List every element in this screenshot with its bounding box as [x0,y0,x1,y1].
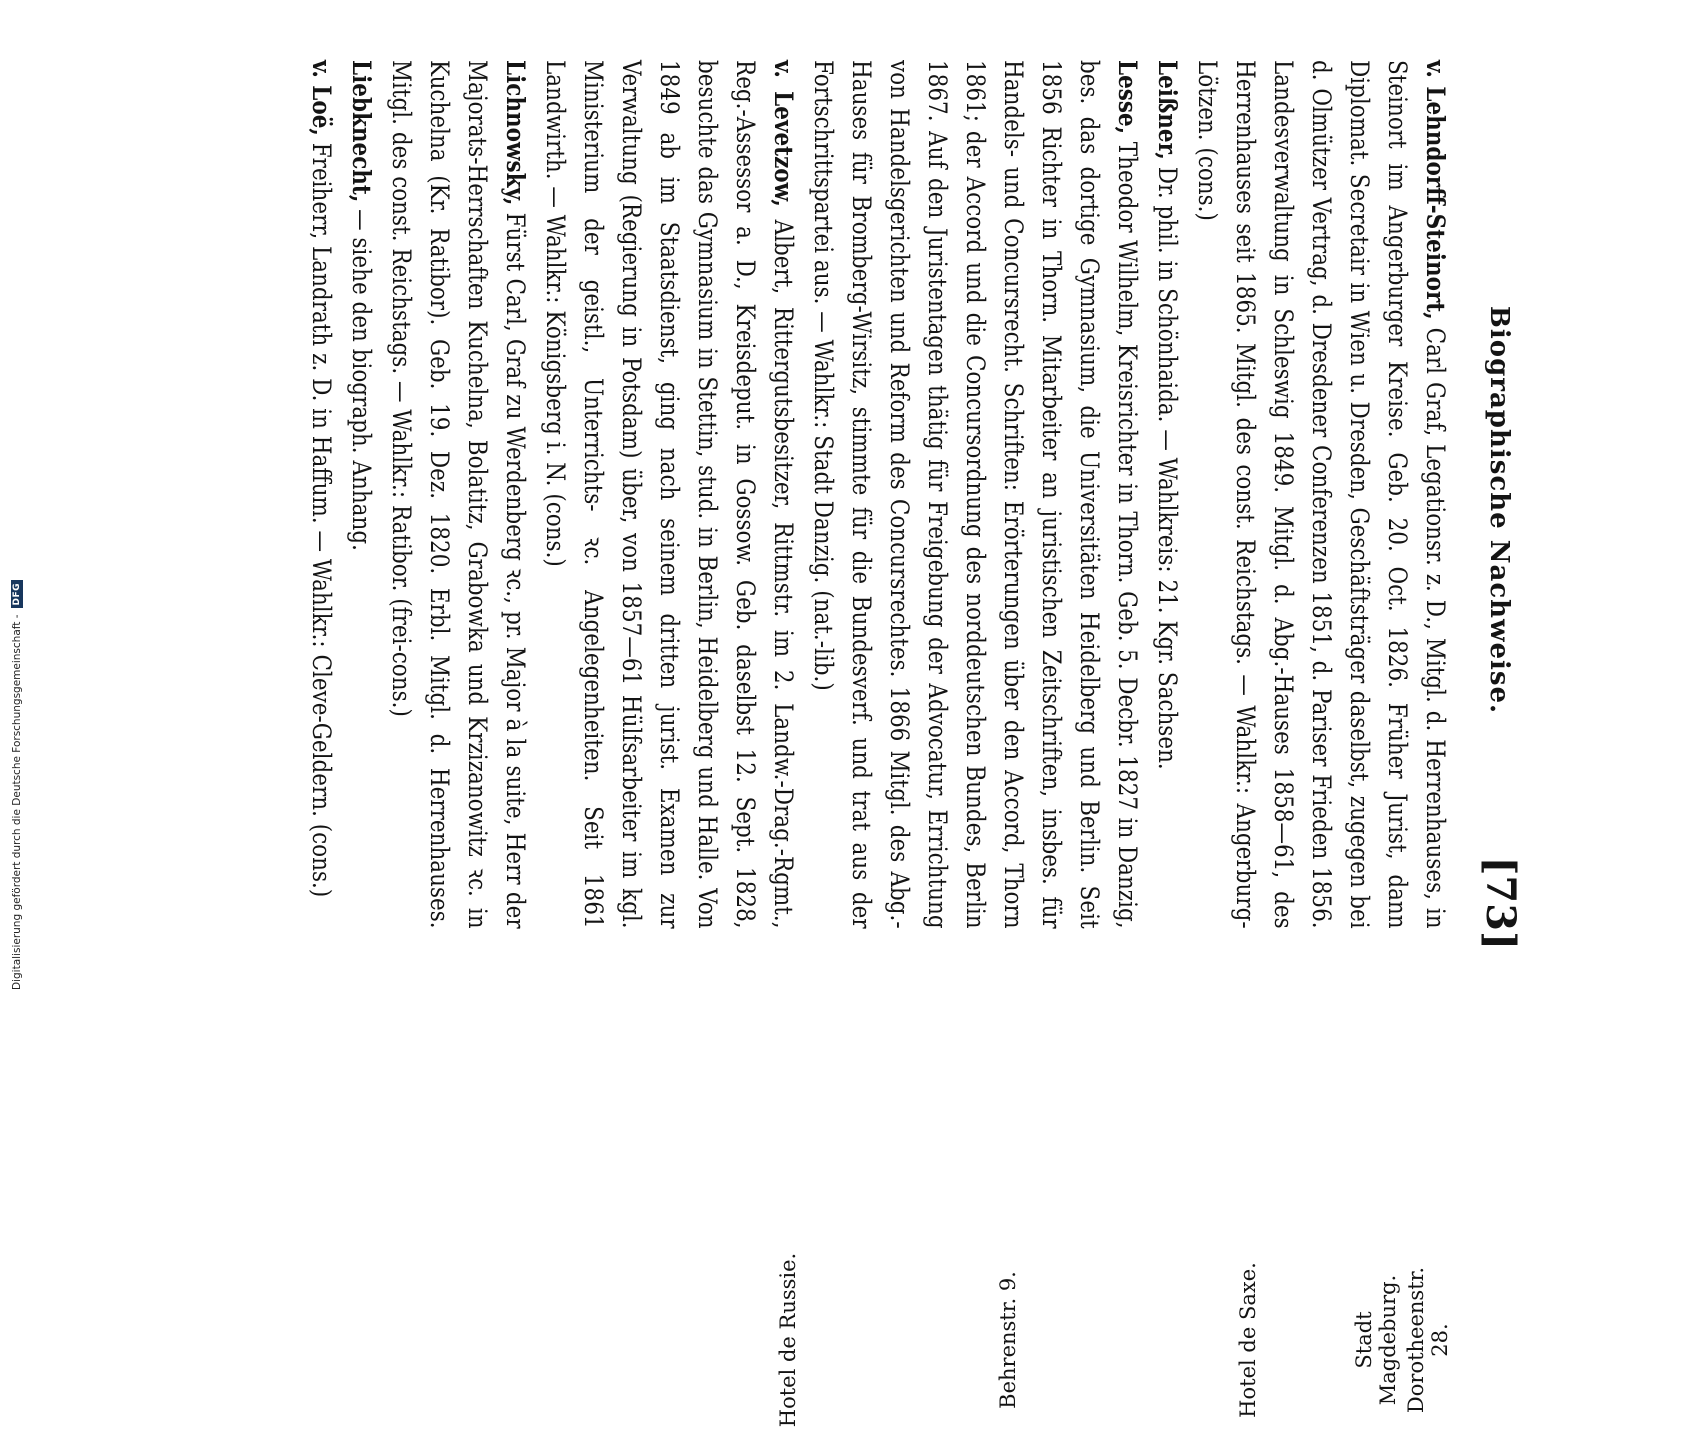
entry-lichnowsky [382,60,534,929]
entry-name: Lichnowsky, [501,60,530,206]
entry-name: v. Loë, [307,60,336,136]
scanned-page [100,30,1540,1428]
entry-name: v. Levetzow, [769,60,798,207]
entry-name: Liebknecht, [347,60,376,203]
entry-text: Fürst Carl, Graf zu Werdenberg ꝛc., pr. Major à la suite, Herr der Majorats-Herrschaften Kuchelna, Bolatitz, Grabowka und Krzizanowitz ꝛc. in Kuchelna (Kr. Ratibor). Geb. 19. Dez. 1820. Erbl. Mitgl. d. Herrenhauses. Mitgl. des const. Reichstags. — Wahlkr.: Ratibor. (frei-cons.) [387,60,530,929]
address-hotel-de-saxe: Hotel de Saxe. [1236,1262,1260,1418]
entry-text: Albert, Rittergutsbesitzer, Rittmstr. im 2. Landw.-Drag.-Rgmt., Reg.-Assessor a. D., Kreisdeput. in Gossow. Geb. daselbst 12. Sept. 1828, besuchte das Gymnasium in Stettin, stud. in Berlin, Heidelberg und Halle. Von 1849 ab im Staatsdienst, ging nach seinem dritten jurist. Examen zur Verwaltung (Regierung in Potsdam) über, von 1857—61 Hülfsarbeiter im kgl. Ministerium der geistl., Unterrichts- ꝛc. Angelegenheiten. Seit 1861 Landwirth. — Wahlkr.: Königsberg i. N. (cons.) [541,60,798,929]
entry-lehndorff [1188,60,1454,929]
entry-loe [302,60,340,929]
entry-text: Theodor Wilhelm, Kreisrichter in Thorn. Geb. 5. Decbr. 1827 in Danzig, bes. das dortige Gymnasium, die Universitäten Heidelberg und Berlin. Seit 1856 Richter in Thorn. Mitarbeiter an juristischen Zeitschriften, insbes. für Handels- und Concursrecht. Schriften: Erörterungen über den Accord, Thorn 1861; der Accord und die Concursordnung des norddeutschen Bundes, Berlin 1867. Auf den Juristentagen thätig für Freigebung der Advocatur, Errichtung von Handelsgerichten und Reform des Concursrechtes. 1866 Mitgl. des Abg.-Hauses für Bromberg-Wirsitz, stimmte für die Bundesverf. und trat aus der Fortschrittspartei aus. — Wahlkr.: Stadt Danzig. (nat.-lib.) [809,60,1142,929]
address-stadt-magdeburg: Stadt Magdeburg. [1352,1274,1400,1406]
entry-leissner [1148,60,1186,929]
biography-column [300,60,1454,929]
page-header [1474,70,1524,950]
entry-liebknecht [342,60,380,929]
entry-text: Dr. phil. in Schönhaida. — Wahlkreis: 21. Kgr. Sachsen. [1153,166,1182,770]
entry-text: — siehe den biograph. Anhang. [347,209,376,551]
address-behrenstr: Behrenstr. 9. [996,1271,1020,1409]
address-hotel-de-russie: Hotel de Russie. [776,1252,800,1428]
page-number: [73] [1477,856,1524,950]
dfg-logo: DFG [11,580,23,609]
entry-lesse [804,60,1146,929]
entry-text: Carl Graf, Legationsr. z. D., Mitgl. d. Herrenhauses, in Steinort im Angerburger Kreise. Geb. 20. Oct. 1826. Früher Jurist, dann Diplomat. Secretair in Wien u. Dresden, Geschäftsträger daselbst, zugegen bei d. Olmützer Vertrag, d. Dresdener Conferenzen 1851, d. Pariser Frieden 1856. Landesverwaltung in Schleswig 1849. Mitgl. d. Abg.-Hauses 1858—61, des Herrenhauses seit 1865. Mitgl. des const. Reichstags. — Wahlkr.: Angerburg-Lötzen. (cons.) [1193,60,1450,929]
entry-text: Freiherr, Landrath z. D. in Haffum. — Wahlkr.: Cleve-Geldern. (cons.) [307,142,336,898]
entry-name: Leißner, [1153,60,1182,160]
entry-name: Lesse, [1113,60,1142,135]
attribution-text: Digitalisierung gefördert durch die Deutsche Forschungsgemeinschaft - [11,614,23,990]
entry-levetzow [536,60,802,929]
address-dorotheenstr: Dorotheenstr. 28. [1404,1266,1452,1414]
margin-attribution [0,0,22,1000]
entry-name: v. Lehndorff-Steinort, [1421,60,1450,320]
running-title: Biographische Nachweise. [1484,305,1514,715]
